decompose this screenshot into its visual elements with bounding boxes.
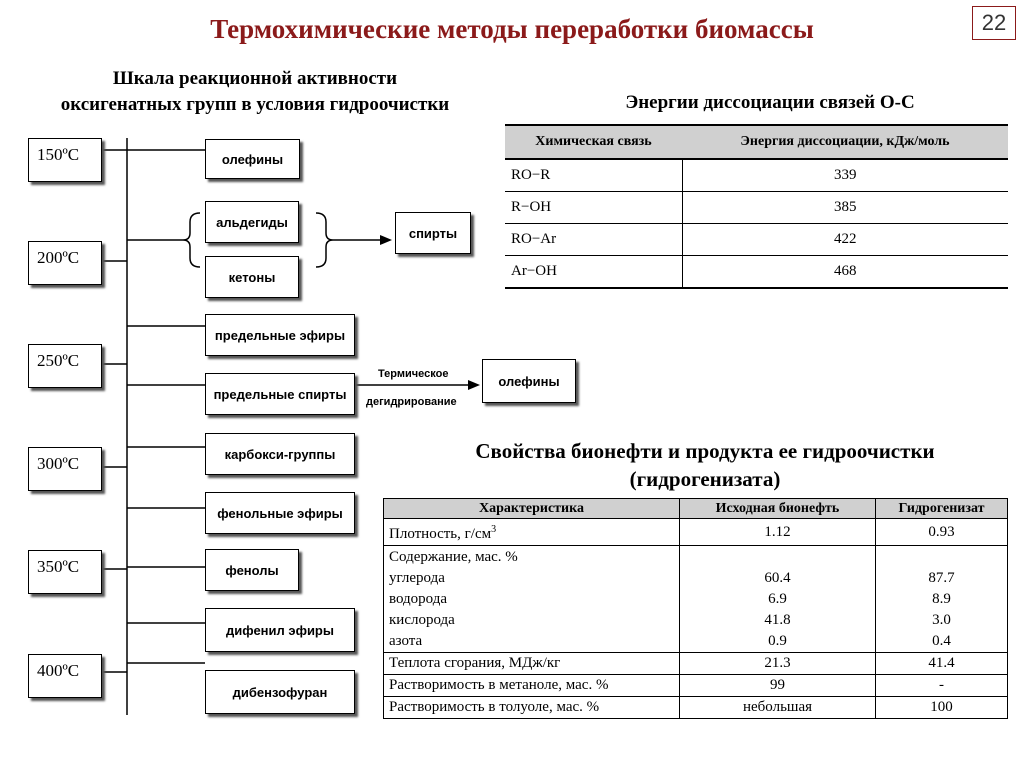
table-row xyxy=(384,675,1008,697)
density-label: Плотность, $г/см^3$ xyxy=(384,519,680,546)
table-row xyxy=(505,159,1008,192)
temp-200: 200ºC xyxy=(28,241,102,285)
content-hydro-values: 87.7 8.9 3.0 0.4 xyxy=(876,546,1008,653)
temp-350: 350ºC xyxy=(28,550,102,594)
box-carboxy: карбокси-группы xyxy=(205,433,355,475)
content-item-nitrogen: азота xyxy=(389,633,423,649)
temp-400: 400ºC xyxy=(28,654,102,698)
temp-250: 250ºC xyxy=(28,344,102,388)
box-diphenyl-ethers: дифенил эфиры xyxy=(205,608,355,652)
row-hydro: - xyxy=(876,675,1008,697)
box-olefins-product: олефины xyxy=(482,359,576,403)
properties-title xyxy=(380,437,1024,493)
row-label: Теплота сгорания, МДж/кг xyxy=(384,653,680,675)
header-bio-oil: Исходная бионефть xyxy=(680,499,876,519)
box-saturated-ethers: предельные эфиры xyxy=(205,314,355,356)
box-alcohols-product: спирты xyxy=(395,212,471,254)
dissociation-title: Энергии диссоциации связей О-С xyxy=(625,92,915,113)
energy-cell: 422 xyxy=(682,224,1008,256)
table-row-content xyxy=(384,546,1008,653)
table-row xyxy=(505,192,1008,224)
arrow-to-olefins xyxy=(468,380,480,390)
row-label: Растворимость в толуоле, мас. % xyxy=(384,697,680,719)
table-row xyxy=(505,224,1008,256)
box-phenols: фенолы xyxy=(205,549,299,591)
energy-cell: 468 xyxy=(682,256,1008,289)
scale-title-line1: Шкала реакционной активности xyxy=(112,68,398,89)
content-label: Содержание, мас. % xyxy=(389,549,518,565)
row-bio: 21.3 xyxy=(680,653,876,675)
row-bio: 99 xyxy=(680,675,876,697)
row-hydro: 100 xyxy=(876,697,1008,719)
arrow-to-alcohols xyxy=(380,235,392,245)
slide-title: Термохимические методы переработки биомассы xyxy=(210,14,814,44)
properties-title-line1: Свойства бионефти и продукта ее гидроочистки xyxy=(475,439,935,463)
box-aldehydes: альдегиды xyxy=(205,201,299,243)
properties-table xyxy=(383,498,1008,719)
density-bio: 1.12 xyxy=(680,519,876,546)
header-bond: Химическая связь xyxy=(505,125,682,159)
header-hydrogenate: Гидрогенизат xyxy=(876,499,1008,519)
content-bio-values: 60.4 6.9 41.8 0.9 xyxy=(680,546,876,653)
table-row xyxy=(384,653,1008,675)
properties-title-line2: (гидрогенизата) xyxy=(629,467,781,491)
energy-cell: 339 xyxy=(682,159,1008,192)
dissociation-table xyxy=(505,124,1008,289)
left-brace xyxy=(183,213,200,267)
box-dibenzofuran: дибензофуран xyxy=(205,670,355,714)
row-hydro: 41.4 xyxy=(876,653,1008,675)
table-row xyxy=(384,519,1008,546)
density-hydro: 0.93 xyxy=(876,519,1008,546)
content-item-carbon: углерода xyxy=(389,570,445,586)
scale-title-line2: оксигенатных групп в условия гидроочистки xyxy=(60,94,450,115)
header-energy: Энергия диссоциации, кДж/моль xyxy=(682,125,1008,159)
right-brace xyxy=(316,213,333,267)
bond-cell: Ar−OH xyxy=(505,256,682,289)
content-item-oxygen: кислорода xyxy=(389,612,455,628)
row-bio: небольшая xyxy=(680,697,876,719)
bond-cell: RO−Ar xyxy=(505,224,682,256)
content-labels xyxy=(384,546,680,653)
header-characteristic: Характеристика xyxy=(384,499,680,519)
density-superscript: 3 xyxy=(491,524,497,535)
label-thermal: Термическое xyxy=(378,368,449,380)
bond-cell: R−OH xyxy=(505,192,682,224)
table-header-row xyxy=(384,499,1008,519)
row-label: Растворимость в метаноле, мас. % xyxy=(384,675,680,697)
table-row xyxy=(384,697,1008,719)
energy-cell: 385 xyxy=(682,192,1008,224)
content-item-hydrogen: водорода xyxy=(389,591,448,607)
box-saturated-alcohols: предельные спирты xyxy=(205,373,355,415)
box-olefins: олефины xyxy=(205,139,300,179)
bond-cell: RO−R xyxy=(505,159,682,192)
temp-150: 150ºC xyxy=(28,138,102,182)
label-dehydrogenation: дегидрирование xyxy=(366,396,457,408)
temp-300: 300ºC xyxy=(28,447,102,491)
table-header-row xyxy=(505,125,1008,159)
box-phenolic-ethers: фенольные эфиры xyxy=(205,492,355,534)
box-ketones: кетоны xyxy=(205,256,299,298)
page-number: 22 xyxy=(972,6,1016,40)
table-row xyxy=(505,256,1008,289)
